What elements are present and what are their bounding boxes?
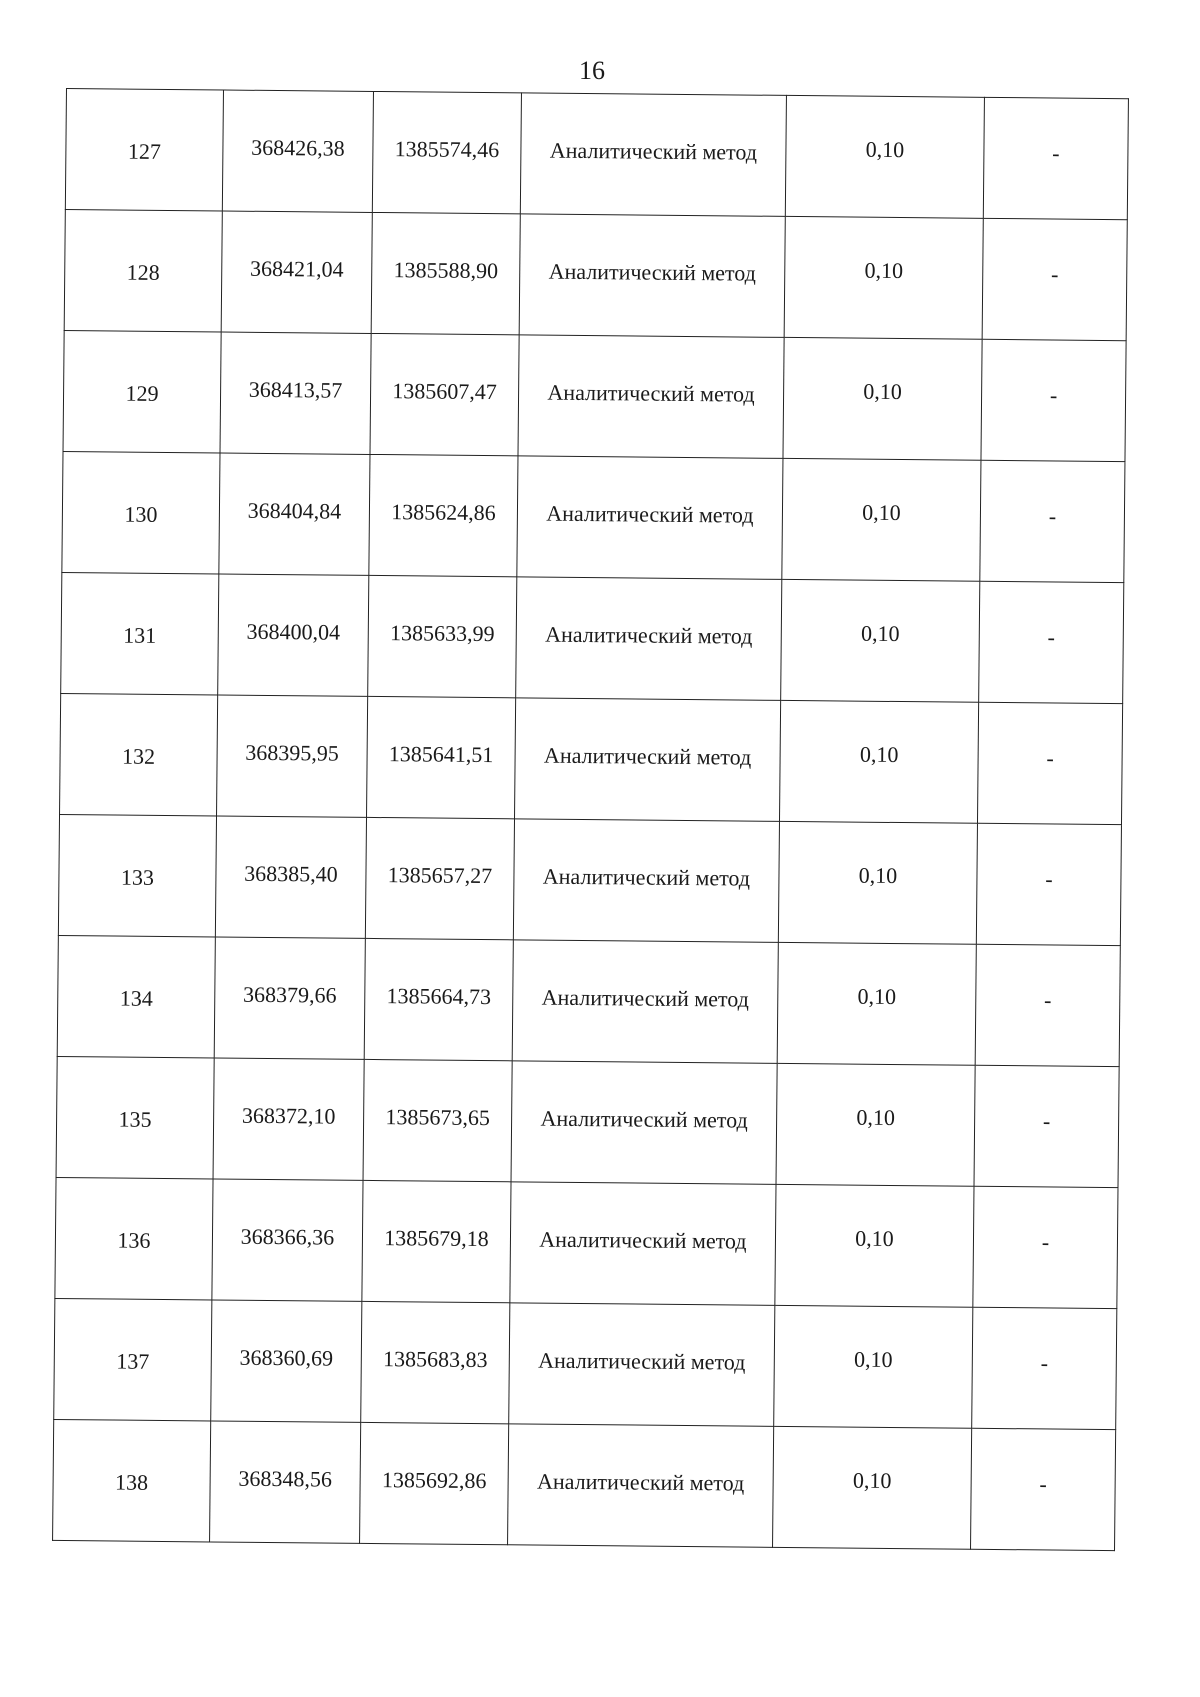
point-number-cell bbox=[53, 1419, 211, 1542]
x-coordinate-cell-text: 368395,95 bbox=[245, 739, 339, 766]
note-cell-text: - bbox=[1048, 503, 1057, 529]
x-coordinate-cell bbox=[222, 90, 373, 212]
x-coordinate-cell bbox=[219, 453, 370, 575]
y-coordinate-cell bbox=[367, 696, 516, 818]
y-coordinate-cell bbox=[363, 1059, 512, 1181]
coordinates-table bbox=[52, 88, 1129, 1551]
point-number-cell bbox=[61, 572, 219, 695]
x-coordinate-cell-text: 368348,56 bbox=[238, 1465, 333, 1492]
y-coordinate-cell bbox=[360, 1422, 509, 1544]
point-number-cell bbox=[60, 693, 218, 816]
point-number-cell-text: 135 bbox=[118, 1106, 152, 1132]
x-coordinate-cell bbox=[210, 1421, 361, 1543]
method-cell-text: Аналитический метод bbox=[540, 1105, 748, 1133]
method-cell bbox=[520, 93, 786, 217]
accuracy-cell-text: 0,10 bbox=[862, 499, 901, 526]
method-cell bbox=[510, 1182, 776, 1306]
method-cell-text: Аналитический метод bbox=[538, 1347, 746, 1375]
method-cell bbox=[516, 577, 782, 701]
method-cell-text: Аналитический метод bbox=[545, 621, 753, 649]
y-coordinate-cell-text: 1385574,46 bbox=[394, 136, 500, 163]
accuracy-cell-text: 0,10 bbox=[856, 1104, 896, 1131]
table-row bbox=[62, 451, 1125, 582]
y-coordinate-cell-text: 1385657,27 bbox=[387, 862, 493, 889]
point-number-cell bbox=[58, 814, 216, 937]
y-coordinate-cell bbox=[372, 91, 521, 213]
x-coordinate-cell-text: 368366,36 bbox=[240, 1223, 335, 1250]
y-coordinate-cell-text: 1385633,99 bbox=[389, 620, 495, 647]
note-cell-text: - bbox=[1045, 866, 1053, 892]
x-coordinate-cell bbox=[213, 1058, 364, 1180]
note-cell bbox=[973, 1186, 1118, 1308]
note-cell bbox=[976, 823, 1121, 945]
x-coordinate-cell-text: 368426,38 bbox=[251, 134, 345, 161]
accuracy-cell-text: 0,10 bbox=[864, 257, 904, 284]
x-coordinate-cell bbox=[217, 695, 368, 817]
y-coordinate-cell-text: 1385607,47 bbox=[392, 378, 497, 405]
note-cell bbox=[971, 1428, 1116, 1550]
x-coordinate-cell-text: 368360,69 bbox=[239, 1344, 334, 1371]
table-row bbox=[55, 1177, 1118, 1308]
point-number-cell bbox=[63, 330, 221, 453]
y-coordinate-cell-text: 1385641,51 bbox=[388, 741, 494, 768]
method-cell-text: Аналитический метод bbox=[536, 1468, 745, 1496]
y-coordinate-cell-text: 1385679,18 bbox=[384, 1225, 489, 1252]
accuracy-cell bbox=[776, 1063, 975, 1186]
method-cell bbox=[519, 214, 785, 338]
accuracy-cell bbox=[781, 579, 980, 702]
method-cell bbox=[513, 819, 779, 943]
y-coordinate-cell bbox=[369, 454, 518, 576]
accuracy-cell-text: 0,10 bbox=[858, 862, 898, 889]
note-cell bbox=[980, 460, 1125, 582]
page-number: 16 bbox=[579, 56, 605, 85]
point-number-cell-text: 133 bbox=[120, 864, 155, 890]
x-coordinate-cell bbox=[220, 332, 371, 454]
x-coordinate-cell bbox=[221, 211, 372, 333]
method-cell-text: Аналитический метод bbox=[548, 258, 756, 286]
note-cell-text: - bbox=[1043, 987, 1052, 1013]
note-cell-text: - bbox=[1052, 140, 1060, 166]
note-cell-text: - bbox=[1041, 1229, 1050, 1255]
method-cell-text: Аналитический метод bbox=[549, 137, 758, 165]
table-row bbox=[53, 1419, 1116, 1550]
point-number-cell-text: 138 bbox=[115, 1469, 149, 1495]
accuracy-cell-text: 0,10 bbox=[853, 1346, 893, 1372]
note-cell bbox=[975, 944, 1120, 1066]
y-coordinate-cell bbox=[362, 1180, 511, 1302]
note-cell-text: - bbox=[1042, 1108, 1051, 1134]
accuracy-cell-text: 0,10 bbox=[860, 620, 900, 647]
method-cell bbox=[518, 335, 784, 459]
accuracy-cell bbox=[774, 1305, 973, 1428]
point-number-cell-text: 127 bbox=[127, 138, 162, 164]
y-coordinate-cell-text: 1385683,83 bbox=[382, 1346, 488, 1373]
note-cell bbox=[972, 1307, 1117, 1429]
x-coordinate-cell-text: 368413,57 bbox=[248, 376, 343, 403]
y-coordinate-cell bbox=[370, 333, 519, 455]
accuracy-cell-text: 0,10 bbox=[852, 1467, 892, 1493]
table-body bbox=[53, 89, 1129, 1551]
point-number-cell-text: 134 bbox=[119, 985, 153, 1011]
point-number-cell-text: 129 bbox=[125, 380, 159, 406]
x-coordinate-cell-text: 368372,10 bbox=[241, 1102, 336, 1129]
point-number-cell-text: 131 bbox=[123, 622, 157, 648]
table-row bbox=[63, 330, 1126, 461]
x-coordinate-cell bbox=[214, 937, 365, 1059]
accuracy-cell bbox=[783, 337, 982, 460]
x-coordinate-cell bbox=[215, 816, 366, 938]
method-cell bbox=[512, 940, 778, 1064]
x-coordinate-cell-text: 368385,40 bbox=[244, 860, 338, 887]
accuracy-cell bbox=[782, 458, 981, 581]
accuracy-cell-text: 0,10 bbox=[857, 983, 897, 1010]
note-cell-text: - bbox=[1050, 261, 1059, 287]
table-row bbox=[58, 814, 1121, 945]
method-cell bbox=[509, 1303, 775, 1427]
method-cell-text: Аналитический метод bbox=[547, 379, 755, 407]
note-cell-text: - bbox=[1039, 1471, 1047, 1497]
accuracy-cell bbox=[779, 700, 978, 823]
accuracy-cell-text: 0,10 bbox=[863, 378, 902, 405]
note-cell-text: - bbox=[1040, 1350, 1049, 1376]
point-number-cell-text: 136 bbox=[117, 1227, 151, 1253]
y-coordinate-cell-text: 1385624,86 bbox=[391, 499, 496, 526]
x-coordinate-cell-text: 368400,04 bbox=[246, 618, 341, 645]
method-cell bbox=[508, 1424, 774, 1548]
point-number-cell bbox=[64, 209, 222, 332]
note-cell bbox=[983, 97, 1128, 219]
table-row bbox=[60, 693, 1123, 824]
note-cell bbox=[977, 702, 1122, 824]
x-coordinate-cell bbox=[218, 574, 369, 696]
accuracy-cell-text: 0,10 bbox=[859, 741, 899, 768]
table-row bbox=[56, 1056, 1119, 1187]
method-cell-text: Аналитический метод bbox=[541, 984, 750, 1012]
note-cell-text: - bbox=[1047, 624, 1056, 650]
point-number-cell bbox=[65, 89, 223, 212]
point-number-cell-text: 128 bbox=[126, 259, 160, 285]
point-number-cell-text: 137 bbox=[116, 1348, 150, 1374]
table-row bbox=[54, 1298, 1117, 1429]
x-coordinate-cell-text: 368421,04 bbox=[249, 255, 344, 282]
point-number-cell-text: 130 bbox=[124, 501, 158, 527]
y-coordinate-cell bbox=[365, 817, 514, 939]
accuracy-cell bbox=[784, 216, 983, 339]
y-coordinate-cell-text: 1385588,90 bbox=[393, 257, 499, 284]
accuracy-cell-text: 0,10 bbox=[855, 1225, 894, 1251]
y-coordinate-cell bbox=[364, 938, 513, 1060]
table-row bbox=[61, 572, 1124, 703]
x-coordinate-cell-text: 368379,66 bbox=[242, 981, 337, 1008]
accuracy-cell-text: 0,10 bbox=[865, 136, 905, 163]
note-cell bbox=[982, 218, 1127, 340]
accuracy-cell bbox=[773, 1426, 972, 1549]
point-number-cell bbox=[62, 451, 220, 574]
point-number-cell bbox=[56, 1056, 214, 1179]
method-cell bbox=[511, 1061, 777, 1185]
method-cell-text: Аналитический метод bbox=[543, 742, 752, 770]
point-number-cell bbox=[54, 1298, 212, 1421]
accuracy-cell bbox=[777, 942, 976, 1065]
accuracy-cell bbox=[775, 1184, 974, 1307]
accuracy-cell bbox=[785, 95, 984, 218]
note-cell-text: - bbox=[1049, 382, 1058, 408]
y-coordinate-cell-text: 1385692,86 bbox=[381, 1467, 487, 1494]
x-coordinate-cell bbox=[212, 1179, 363, 1301]
y-coordinate-cell-text: 1385664,73 bbox=[386, 983, 492, 1010]
y-coordinate-cell bbox=[368, 575, 517, 697]
note-cell bbox=[979, 581, 1124, 703]
point-number-cell bbox=[57, 935, 215, 1058]
note-cell-text: - bbox=[1046, 745, 1054, 771]
note-cell bbox=[974, 1065, 1119, 1187]
method-cell-text: Аналитический метод bbox=[546, 500, 754, 528]
y-coordinate-cell-text: 1385673,65 bbox=[385, 1104, 491, 1131]
table-row bbox=[64, 209, 1127, 340]
table-row bbox=[65, 89, 1128, 220]
note-cell bbox=[981, 339, 1126, 461]
accuracy-cell bbox=[778, 821, 977, 944]
y-coordinate-cell bbox=[361, 1301, 510, 1423]
method-cell bbox=[517, 456, 783, 580]
method-cell-text: Аналитический метод bbox=[539, 1226, 747, 1254]
table-row bbox=[57, 935, 1120, 1066]
point-number-cell-text: 132 bbox=[121, 743, 156, 769]
x-coordinate-cell bbox=[211, 1300, 362, 1422]
y-coordinate-cell bbox=[371, 212, 520, 334]
x-coordinate-cell-text: 368404,84 bbox=[247, 497, 342, 524]
method-cell-text: Аналитический метод bbox=[542, 863, 751, 891]
point-number-cell bbox=[55, 1177, 213, 1300]
method-cell bbox=[515, 698, 781, 822]
coordinates-table-wrapper bbox=[52, 88, 1128, 1551]
